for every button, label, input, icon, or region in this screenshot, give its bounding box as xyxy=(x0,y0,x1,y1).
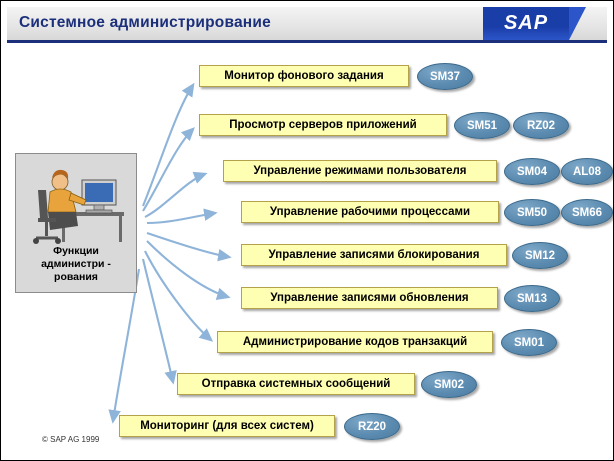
transaction-code-badge[interactable]: AL08 xyxy=(561,158,613,185)
transaction-code-badge[interactable]: SM50 xyxy=(504,199,560,226)
task-label: Монитор фонового задания xyxy=(199,65,409,87)
task-label: Отправка системных сообщений xyxy=(177,373,415,395)
task-label: Просмотр серверов приложений xyxy=(199,114,447,136)
copyright-footer: © SAP AG 1999 xyxy=(42,435,100,444)
source-node-admin-functions xyxy=(15,153,137,293)
transaction-code-badge[interactable]: SM02 xyxy=(421,371,477,398)
transaction-code-badge[interactable]: SM37 xyxy=(417,63,473,90)
source-node-label xyxy=(16,245,136,284)
task-label: Управление режимами пользователя xyxy=(223,160,497,182)
transaction-code-badge[interactable]: SM04 xyxy=(504,158,560,185)
transaction-code-badge[interactable]: SM51 xyxy=(454,112,510,139)
transaction-code-badge[interactable]: SM12 xyxy=(512,242,568,269)
source-label-line-2: администри - xyxy=(41,258,111,270)
transaction-code-badge[interactable]: RZ02 xyxy=(513,112,569,139)
transaction-code-badge[interactable]: SM66 xyxy=(561,199,613,226)
source-label-line-1: Функции xyxy=(53,245,99,257)
task-label: Управление записями обновления xyxy=(241,287,498,309)
transaction-code-badge[interactable]: SM01 xyxy=(501,329,557,356)
source-label-line-3: рования xyxy=(54,271,98,283)
task-label: Управление рабочими процессами xyxy=(241,201,499,223)
transaction-code-badge[interactable]: RZ20 xyxy=(344,413,400,440)
person-at-computer-icon xyxy=(24,160,130,248)
task-label: Администрирование кодов транзакций xyxy=(217,331,493,353)
task-label: Мониторинг (для всех систем) xyxy=(119,415,335,437)
page-title: Системное администрирование xyxy=(19,14,271,31)
task-label: Управление записями блокирования xyxy=(241,244,507,266)
transaction-code-badge[interactable]: SM13 xyxy=(504,285,560,312)
sap-logo: SAP xyxy=(483,7,569,40)
